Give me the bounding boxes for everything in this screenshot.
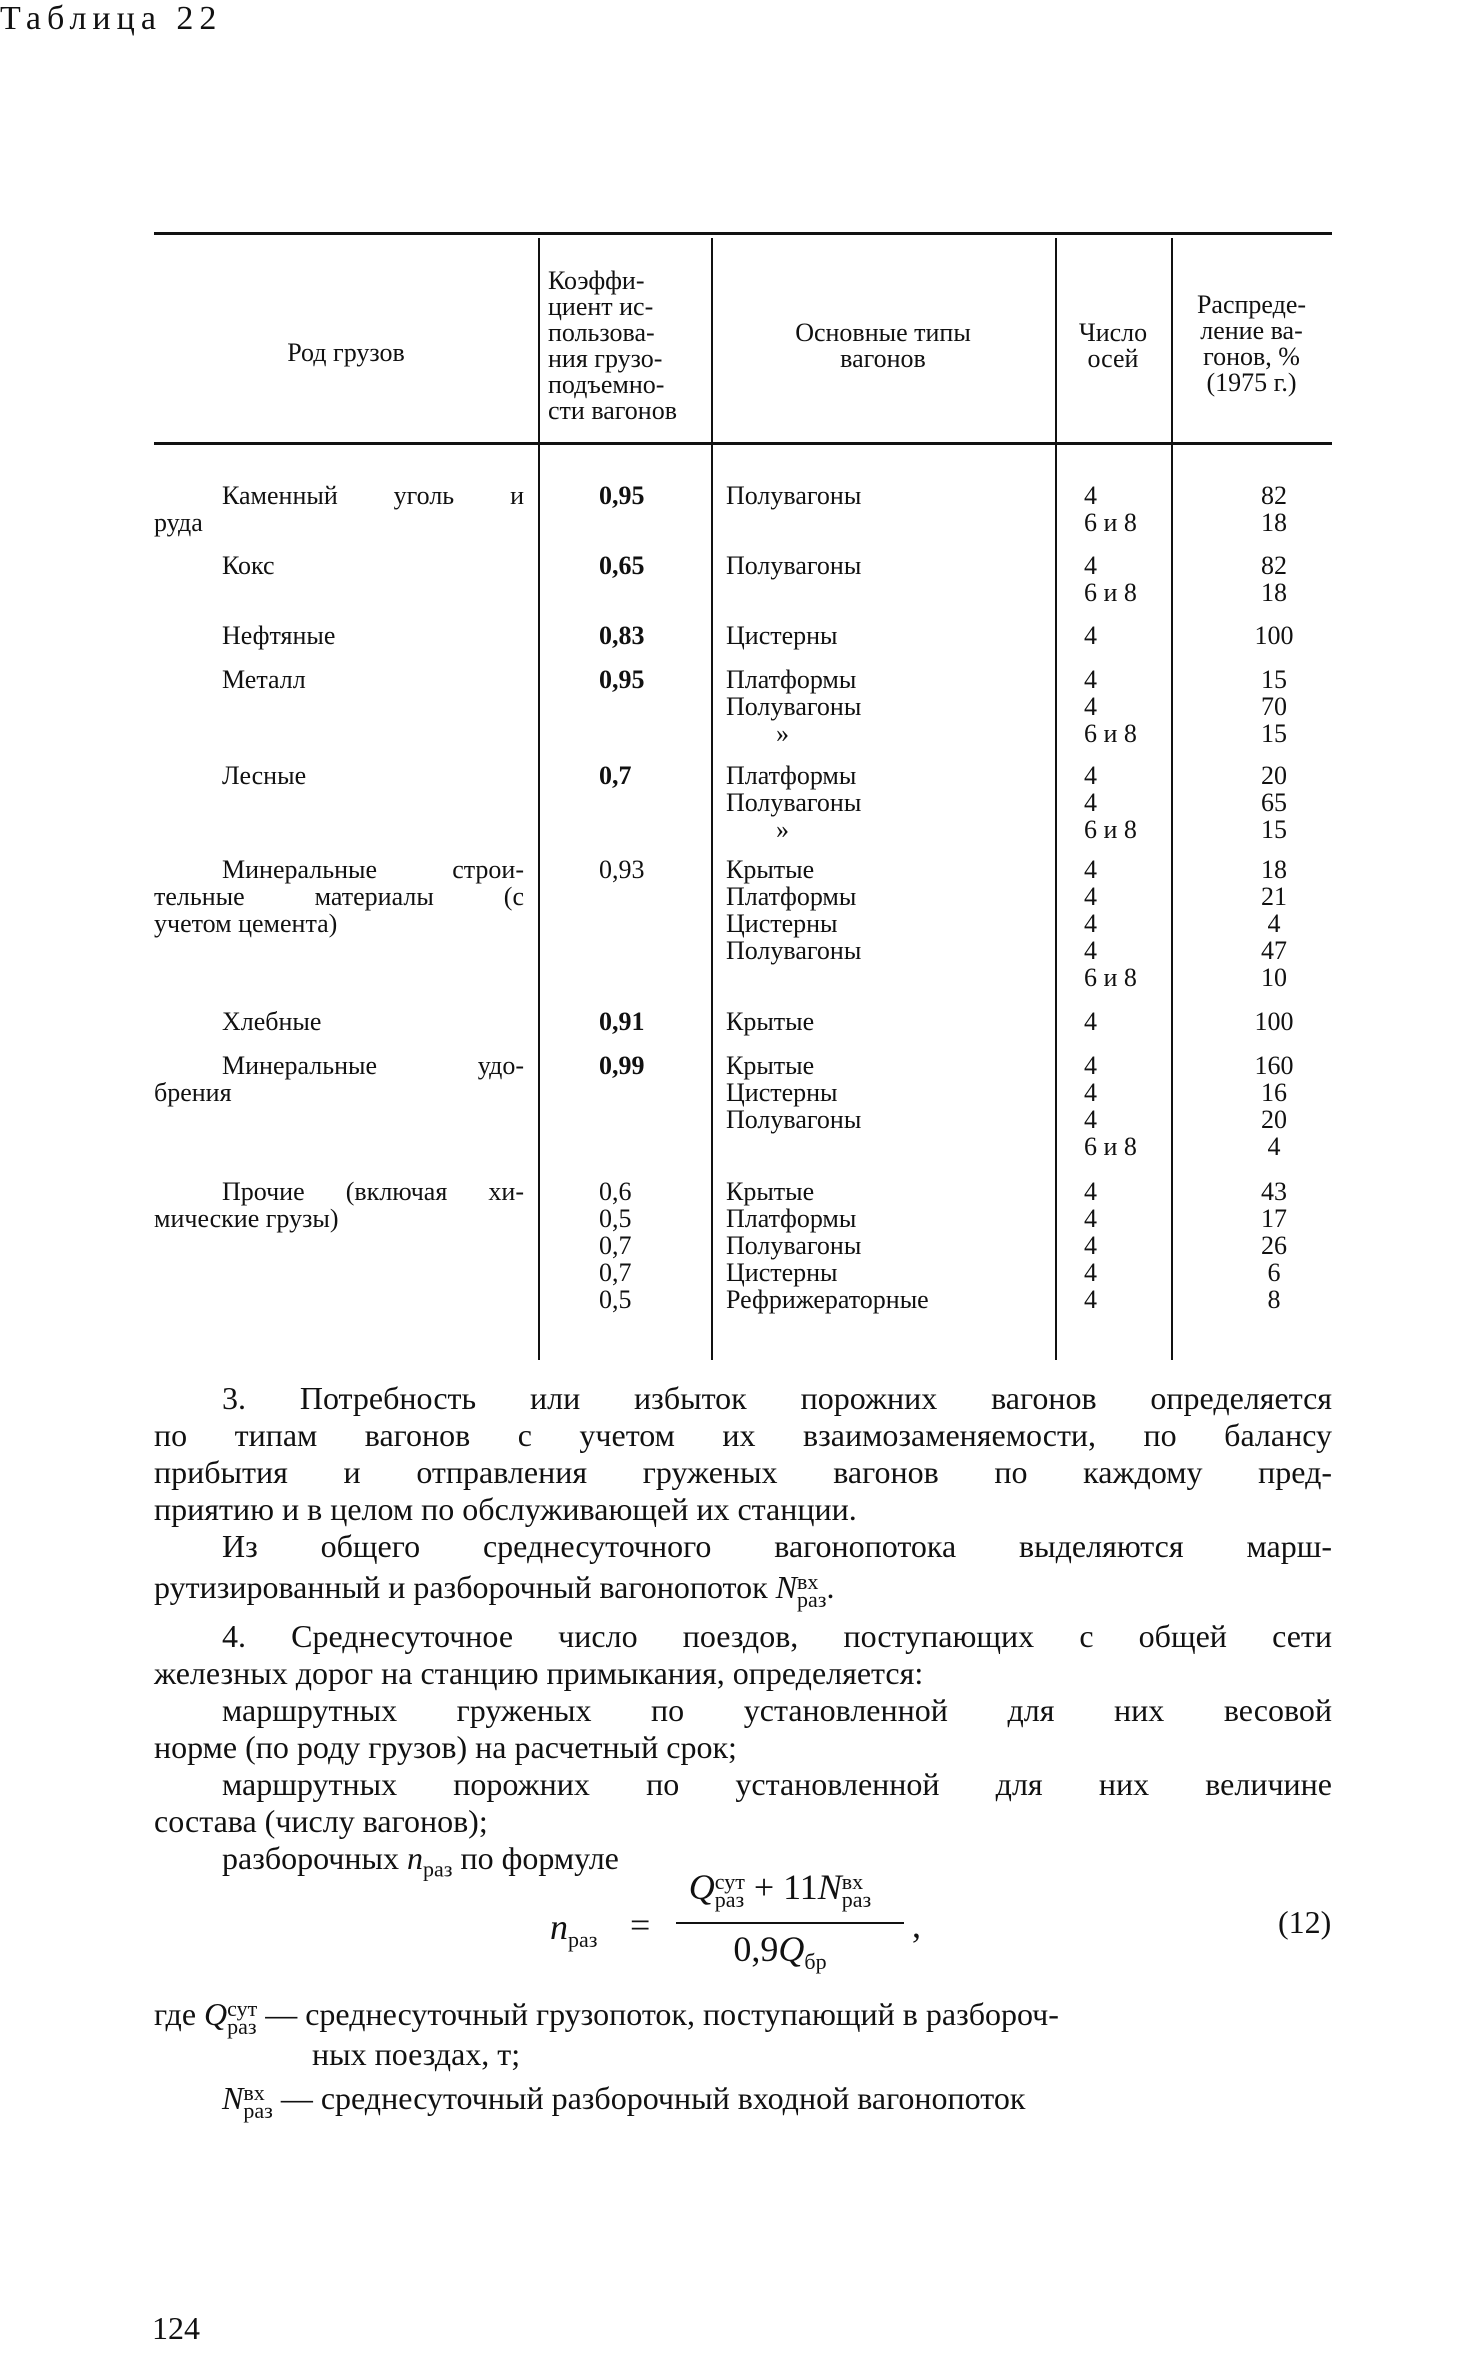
paragraph-4b: маршрутных порожних по установленной для них величине состава (числу вагонов);	[154, 1766, 1332, 1839]
header-coefficient: Коэффи- циент ис- пользова- ния грузо- подъемно- сти вагонов	[548, 266, 677, 425]
row-1-coefficient: 0,95	[599, 481, 645, 510]
row-6-axles: 4 4 4 4 6 и 8	[1084, 855, 1137, 992]
row-4-axles: 4 4 6 и 8	[1084, 665, 1137, 748]
row-4-coefficient: 0,95	[599, 665, 645, 694]
page-number: 124	[152, 2310, 200, 2346]
row-3-type-1: Цистерны	[726, 621, 838, 650]
row-8-coefficient: 0,99	[599, 1051, 645, 1080]
paragraph-4a: маршрутных груженых по установленной для них весовой норме (по роду грузов) на расчетный срок;	[154, 1692, 1332, 1765]
row-1-type-1: Полувагоны	[726, 481, 862, 510]
row-2-percent: 82 18	[1261, 551, 1287, 607]
row-9-percent: 43 17 26 6 8	[1261, 1177, 1287, 1314]
row-6-percent: 18 21 4 47 10	[1261, 855, 1287, 992]
paragraph-3b: Из общего среднесуточного вагонопотока выделяются марш- рутизированный и разборочный вагонопоток N вх раз .	[154, 1528, 1332, 1612]
row-1-axles: 4 6 и 8	[1084, 481, 1137, 537]
row-7-percent: 100	[1254, 1007, 1294, 1036]
row-5-coefficient: 0,7	[599, 761, 632, 790]
row-4-percent: 15 70 15	[1261, 665, 1287, 748]
paragraph-4: 4. Среднесуточное число поездов, поступающих с общей сети железных дорог на станцию примыкания, определяется:	[154, 1618, 1332, 1691]
row-2-type-1: Полувагоны	[726, 551, 862, 580]
header-axles: Число осей	[1078, 318, 1148, 373]
row-7-type-1: Крытые	[726, 1007, 815, 1036]
row-7-coefficient: 0,91	[599, 1007, 645, 1036]
row-6-types: Крытые Платформы Цистерны Полувагоны	[726, 855, 862, 965]
paragraph-3: 3. Потребность или избыток порожних вагонов определяется по типам вагонов с учетом их взаимозаменяемости, по балансу прибытия и отправления груженых вагонов по каждому пред- приятию и в целом по обслуживающей их станции.	[154, 1380, 1332, 1527]
row-2-cargo: Кокс	[222, 551, 275, 580]
paragraph-4c: разборочных $n_{раз}$ по формуле	[222, 1840, 619, 1882]
row-3-coefficient: 0,83	[599, 621, 645, 650]
row-4-types: Платформы Полувагоны »	[726, 665, 862, 748]
fraction-bar	[676, 1922, 904, 1924]
row-2-coefficient: 0,65	[599, 551, 645, 580]
header-cargo: Род грузов	[287, 338, 405, 367]
row-9-coefficient: 0,6 0,5 0,7 0,7 0,5	[599, 1177, 632, 1314]
equation-number: (12)	[1278, 1904, 1332, 1940]
row-3-percent: 100	[1254, 621, 1294, 650]
col-rule-3	[1055, 238, 1057, 1360]
table-top-rule	[154, 232, 1332, 235]
row-5-cargo: Лесные	[222, 761, 307, 790]
row-5-axles: 4 4 6 и 8	[1084, 761, 1137, 844]
row-1-percent: 82 18	[1261, 481, 1287, 537]
row-6-coefficient: 0,93	[599, 855, 645, 884]
row-7-cargo: Хлебные	[222, 1007, 322, 1036]
row-4-cargo: Металл	[222, 665, 306, 694]
where-clause-1: где Q сут раз — среднесуточный грузопоток, поступающий в разбороч- ных поездах, т;	[154, 1995, 1059, 2072]
row-8-axles: 4 4 4 6 и 8	[1084, 1051, 1137, 1161]
table-caption: Таблица 22	[0, 0, 223, 37]
col-rule-4	[1171, 238, 1173, 1360]
row-3-cargo: Нефтяные	[222, 621, 336, 650]
row-5-types: Платформы Полувагоны »	[726, 761, 862, 844]
formula-12: $n_{раз}$ = Q сут раз + 11N вх раз $0,9Q_{бр}$ , (12)	[550, 1867, 1332, 1975]
row-2-axles: 4 6 и 8	[1084, 551, 1137, 607]
row-9-axles: 4 4 4 4 4	[1084, 1177, 1097, 1314]
row-1-cargo: Каменный уголь и руда	[154, 481, 524, 537]
row-8-types: Крытые Цистерны Полувагоны	[726, 1051, 862, 1134]
wagon-table	[154, 232, 1332, 1360]
header-distribution: Распреде- ление ва- гонов, % (1975 г.)	[1196, 290, 1307, 397]
row-8-cargo: Минеральные удо- брения	[154, 1051, 524, 1107]
table-header-rule	[154, 442, 1332, 445]
header-wagon-types: Основные типы вагонов	[795, 318, 971, 373]
row-3-axles: 4	[1084, 621, 1097, 650]
where-clause-2: N вх раз — среднесуточный разборочный входной вагонопоток	[222, 2079, 1026, 2123]
row-5-percent: 20 65 15	[1261, 761, 1287, 844]
row-7-axles: 4	[1084, 1007, 1097, 1036]
row-9-types: Крытые Платформы Полувагоны Цистерны Рефрижераторные	[726, 1177, 929, 1314]
row-8-percent: 160 16 20 4	[1254, 1051, 1294, 1161]
row-6-cargo: Минеральные строи- тельные материалы (с учетом цемента)	[154, 855, 524, 938]
row-9-cargo: Прочие (включая хи- мические грузы)	[154, 1177, 524, 1233]
